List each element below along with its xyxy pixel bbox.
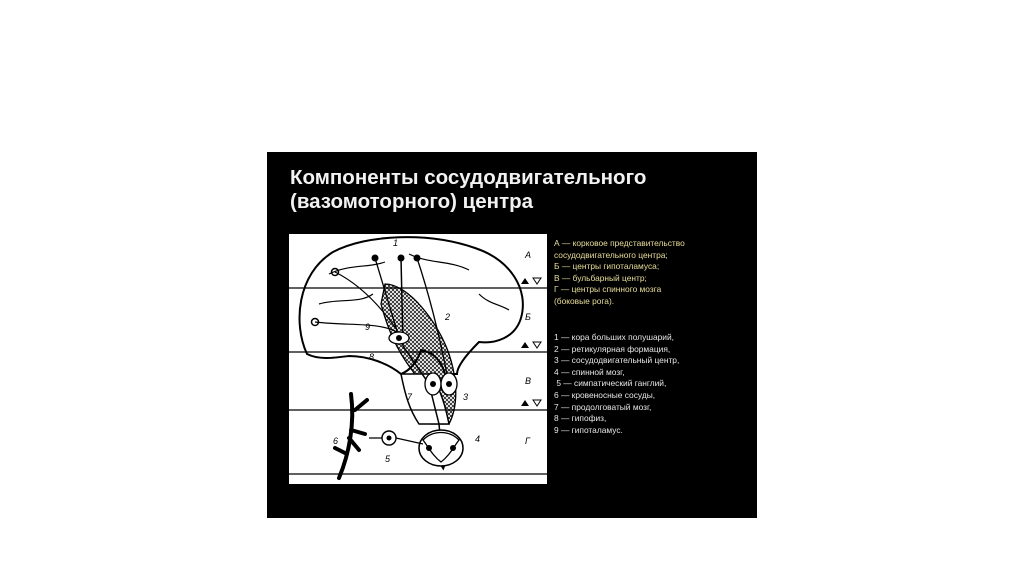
legend-component-line: 4 — спинной мозг, <box>554 366 625 377</box>
label-7: 7 <box>407 392 413 402</box>
legend-level-line: А — корковое представительство <box>554 238 685 248</box>
label-3: 3 <box>463 392 469 402</box>
legend-component-line: 2 — ретикулярная формация, <box>554 343 671 354</box>
label-2: 2 <box>445 312 451 322</box>
vasomotor-center-diagram <box>289 234 547 484</box>
legend-component-line: 5 — симпатический ганглий, <box>554 378 667 389</box>
legend-component-line: 6 — кровеносные сосуды, <box>554 389 656 400</box>
label-5: 5 <box>385 454 391 464</box>
legend-component-line: 3 — сосудодвигательный центр, <box>554 355 680 366</box>
legend-components <box>554 332 754 436</box>
level-g: Г <box>525 436 530 446</box>
legend-component-line: 8 — гипофиз, <box>554 413 607 424</box>
label-9: 9 <box>365 322 371 332</box>
legend-level-line: Б — центры гипоталамуса; <box>554 261 660 272</box>
label-6: 6 <box>333 436 339 446</box>
legend-component-line: 9 — гипоталамус. <box>554 424 623 435</box>
legend-component-line: 1 — кора больших полушарий, <box>554 332 674 342</box>
spinal-cord <box>419 430 463 466</box>
legend-level-line: сосудодвигательного центра; <box>554 249 668 260</box>
legend-level-line: Г — центры спинного мозга <box>554 284 662 295</box>
title-line-2: (вазомоторного) центра <box>290 190 534 213</box>
slide-title <box>290 166 750 214</box>
slide <box>267 152 757 518</box>
label-4: 4 <box>475 434 481 444</box>
diagram-svg <box>289 234 547 484</box>
legend-levels <box>554 238 754 308</box>
title-line-1: Компоненты сосудодвигательного <box>290 166 647 189</box>
level-b: Б <box>525 312 531 322</box>
legend-level-line: (боковые рога). <box>554 295 615 306</box>
legend-component-line: 7 — продолговатый мозг, <box>554 401 652 412</box>
label-8: 8 <box>369 352 375 362</box>
legend-level-line: В — бульбарный центр; <box>554 272 647 283</box>
level-a: А <box>525 250 532 260</box>
level-v: В <box>525 376 532 386</box>
label-1: 1 <box>393 238 399 248</box>
blood-vessels <box>335 394 367 478</box>
